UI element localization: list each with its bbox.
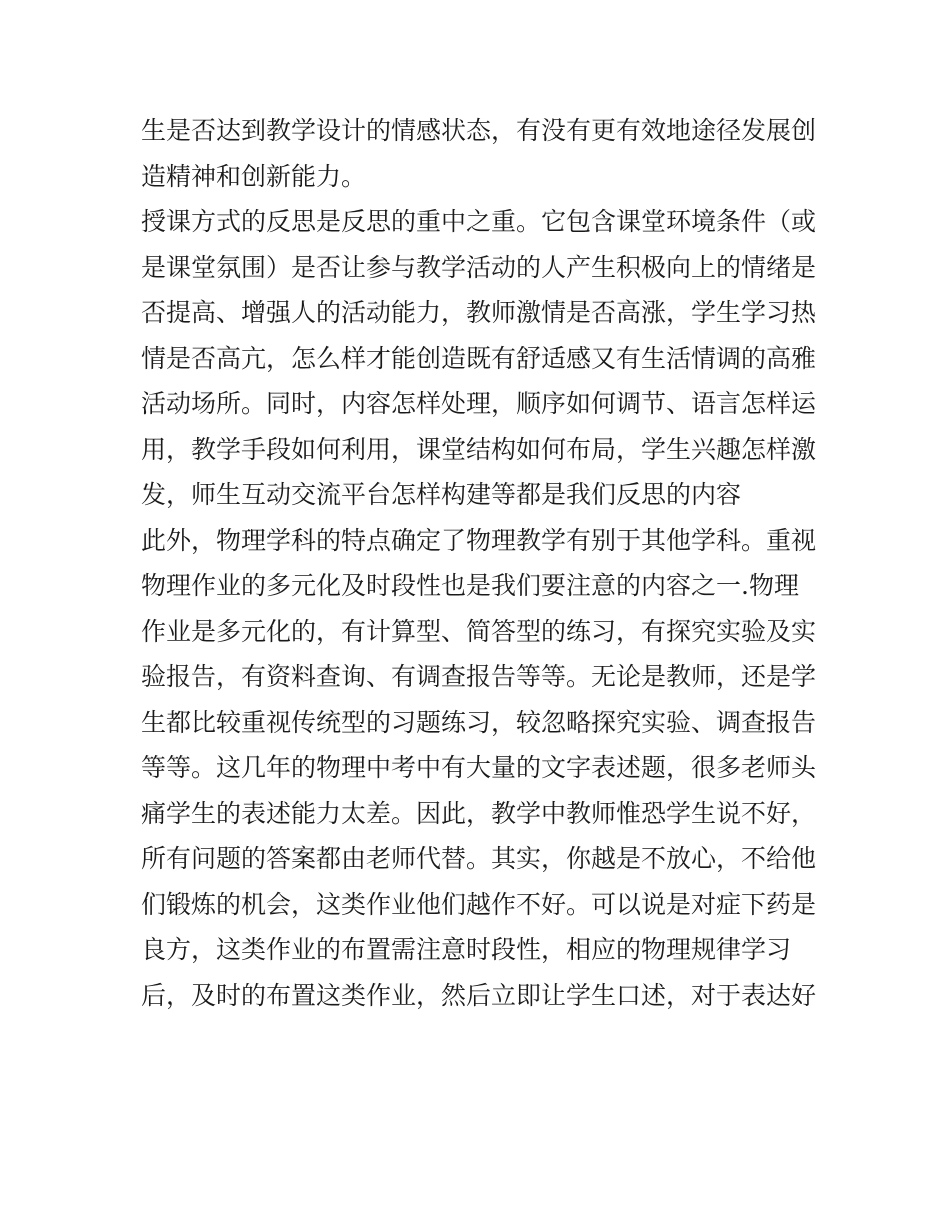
text-line: 用，教学手段如何利用，课堂结构如何布局，学生兴趣怎样激 xyxy=(141,434,817,464)
text-line: 此外，物理学科的特点确定了物理教学有别于其他学科。重视 xyxy=(141,525,817,555)
text-line: 等等。这几年的物理中考中有大量的文字表述题，很多老师头 xyxy=(141,753,817,782)
text-line: 后，及时的布置这类作业，然后立即让学生口述，对于表达好 xyxy=(141,980,817,1010)
text-line: 情是否高亢，怎么样才能创造既有舒适感又有生活情调的高雅 xyxy=(141,343,817,373)
text-line: 良方，这类作业的布置需注意时段性，相应的物理规律学习 xyxy=(141,935,792,964)
text-line: 验报告，有资料查询、有调查报告等等。无论是教师，还是学 xyxy=(141,662,817,691)
text-line: 否提高、增强人的活动能力，教师激情是否高涨，学生学习热 xyxy=(141,298,817,327)
text-line: 痛学生的表述能力太差。因此，教学中教师惟恐学生说不好， xyxy=(141,798,817,828)
text-line: 发，师生互动交流平台怎样构建等都是我们反思的内容 xyxy=(141,480,742,509)
text-line: 作业是多元化的，有计算型、简答型的练习，有探究实验及实 xyxy=(141,616,817,646)
text-line: 生都比较重视传统型的习题练习，较忽略探究实验、调查报告 xyxy=(141,707,817,737)
text-line: 造精神和创新能力。 xyxy=(141,161,367,191)
text-line: 授课方式的反思是反思的重中之重。它包含课堂环境条件（或 xyxy=(141,207,817,236)
text-line: 们锻炼的机会，这类作业他们越作不好。可以说是对症下药是 xyxy=(141,889,817,919)
text-line: 所有问题的答案都由老师代替。其实，你越是不放心，不给他 xyxy=(141,844,817,873)
text-line: 物理作业的多元化及时段性也是我们要注意的内容之一.物理 xyxy=(141,571,799,600)
body-text xyxy=(141,108,821,1018)
text-line: 是课堂氛围）是否让参与教学活动的人产生积极向上的情绪是 xyxy=(141,252,817,282)
text-line: 生是否达到教学设计的情感状态，有没有更有效地途径发展创 xyxy=(141,116,817,145)
text-line: 活动场所。同时，内容怎样处理，顺序如何调节、语言怎样运 xyxy=(141,389,817,418)
